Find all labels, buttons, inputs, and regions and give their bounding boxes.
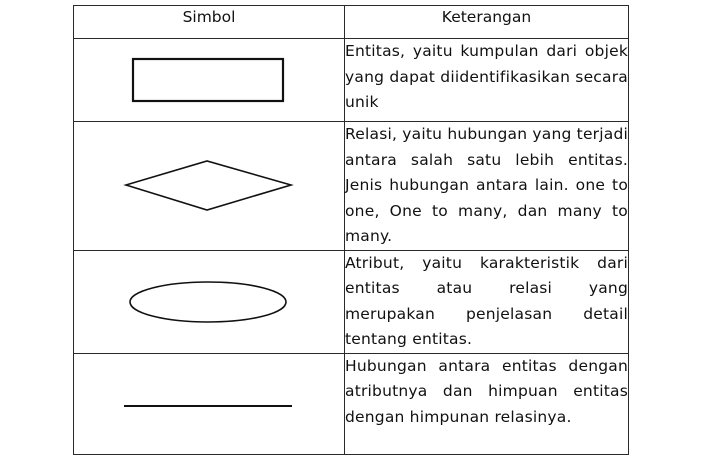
header-row [74,6,629,39]
table-row [74,250,629,353]
diamond-symbol [123,158,295,214]
rectangle-symbol [129,55,289,105]
symbol-cell [74,39,345,122]
table-row [74,39,629,122]
symbol-cell [74,353,345,454]
erd-symbol-table [73,5,629,455]
symbol-cell [74,250,345,353]
header-description: Keterangan [345,6,629,39]
line-symbol [122,401,296,411]
table-row [74,122,629,251]
symbol-cell [74,122,345,251]
description-cell: Atribut, yaitu karakteristik dari entitas atau relasi yang merupakan penjelasan detail tentang entitas. [345,250,629,353]
description-cell: Hubungan antara entitas dengan atributnya dan himpuan entitas dengan himpunan relasinya. [345,353,629,454]
ellipse-symbol [126,279,292,325]
description-cell: Relasi, yaitu hubungan yang terjadi antara salah satu lebih entitas. Jenis hubungan antara lain. one to one, One to many, dan many to many. [345,122,629,251]
table-row [74,353,629,454]
description-cell: Entitas, yaitu kumpulan dari objek yang dapat diidentifikasikan secara unik [345,39,629,122]
header-symbol: Simbol [74,6,345,39]
